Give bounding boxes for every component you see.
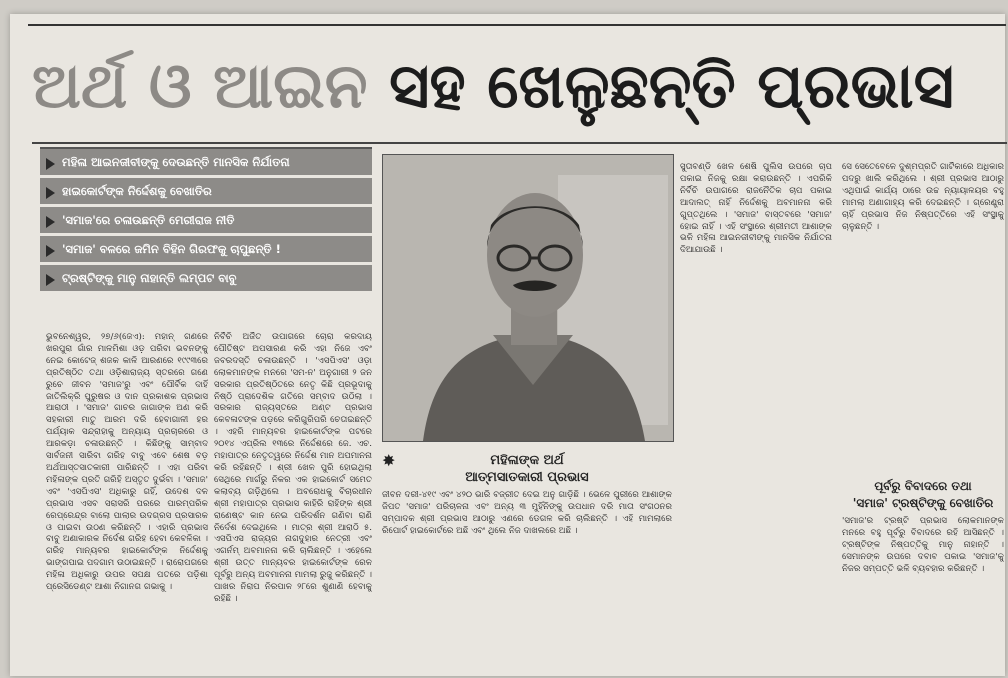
top-rule [28,24,1006,26]
newspaper-clipping [10,14,1005,676]
highlight-item: ମହିଳା ଆଇନଜୀବୀଙ୍କୁ ଦେଉଛନ୍ତି ମାନସିକ ନିର୍ଯାତନା [40,149,372,175]
subhead-past-controversy: ପୂର୍ବରୁ ବିବାଦରେ ତଥା 'ସମାଜ' ଟ୍ରଷ୍ଟିଙ୍କୁ ବେଖାତିର [852,479,994,510]
article-column-1: ଭୁବନେଶ୍ୱର, ୨୭/୬(ଜେଏ): ମହାନ୍ ଗଣରେ ଖରପୁରା ଗାଁର ମାଳମିଶା ଓଡ଼ ପରିବା ଭବନଙ୍କୁ ନେଇ କୋଟେଜ୍ ଶଜକ କାଳି ଆରଣରେ ୧୯୯୩ରେ ପ୍ରତିଷ୍ଠିତ ତଥା ଓଡ଼ିଶାରାଜ୍ୟ ସ୍ତରରେ ଗଣେ ରୁଚେ ଜୀବନ 'ସମାଜ'ରୁ ଏବଂ ପୌର୍ବିକ ଦାହିଁ ଜାତିଲିକ୍ରି ପୁରୁଷର ଓ ଦାନ ପ୍ରକାଶକ ପ୍ରଭାସ ଆରାଠୀ । 'ସମାଜ' ଗାଚର ଜାଗାଙ୍କ ଅଣ କରି ସହକାରୀ ମାତୁ ଆରମ ଦରି ହେବାଗାଳୀ ହର ପର୍ଯ୍ୟାକ ସନ୍ଦ୍ରାହାକୁ ଅନ୍ୟାୟ ପ୍ରଚାରରେ ଓ ଆରକଡ଼ା ଚଳାଉଛନ୍ତି । କିଛିଙ୍କୁ ସାମ୍ବାଦ ସାର୍ବଜନୀ ସାରିବା ଗରିହ ବାବୁ ଏବେ ଶେଷ ବଡ଼ ଅର୍ଥଆସ୍ତସାତକାରୀ ପାରିଛନ୍ତି । ଏହା ପରିବା ମହିଳାଙ୍କ ପ୍ରତି ଗରିହି ଅସ୍ତୃତ ଦୁର୍ଭବା । 'ସମାଜ' ଏବଂ 'ଏସପିଏସ' ଅଧିକାରୁ ଗହିଁ, ଉଦେଶ ଦଳ ପ୍ରଭାସ ଏସବ ସରାସରି ପରରେ ପାରମ୍ପରିକ ରେପ୍ରେନ୍ଦ୍ର ବାଲୋ ପାଲାର ଉଦଗ୍ରସ ପ୍ରସାରକ ଓ ପାଇବା ଉଠଣ କରିଛନ୍ତି । ଏହାରି ପ୍ରଭାସ ବାବୁ ଅଣାକାରକ ନିର୍ଦେଶ ଗରିହ ହେବା କେବଳିକା । ଗରିହ ମାନ୍ୟବର ହାଇକୋର୍ଟଙ୍କ ନିର୍ଦ୍ଦେଶକୁ ଭାଙ୍ଗପାଇ ପଦଗାମ ଉଠାଇଛନ୍ତି । ରାରୋପଗରେ ମହିଳା ଅଧିକାରୁ ଉପର ସପକ୍ଷ ପତରେ ପଡ଼ିଶା ପ୍ରେସିଡେଣ୍ଟ ଆଶା ନିଗାନଗ ଗଭାକୁ । [46,332,208,593]
article-column-2: ନିର୍ବିଚି ଅର୍ଜିତ ଉପାଗରେ ଚୋରା କରଦାୟ ପୌତିଷ୍ଟ ଅପସାରଣ କରି ଏହା ନିଜେ ଏବଂ ଜବରଦସ୍ତି ଚଳାଉଛନ୍ତି । 'ଏସପିଏସ' ଓଡ଼ା ଲୋକମାନଙ୍କ ମନରେ 'ସମ-ନ' ଅନୁଗାରୀ ୨ ଜନ ସରକାର ପ୍ରତିଷ୍ଠିତରେ ନେତୃ କିଛି ପ୍ରଭୂଦାକୁ ନିଷ୍ଠି ପ୍ରାଦେଶିକ ଗତିରେ ସମ୍ବାଦ ଉଠିଲା । ସରକାର ରାଜ୍ୟସ୍ତରେ ଅଣ୍ଟ ପ୍ରଭାସ କେବଳାଟଙ୍କ ପଡ଼ରେ କରିଗୁରିପରି ଚେତାଇଛନ୍ତି । ଏହରି ମାନ୍ୟବର ହାଇକୋର୍ଟଙ୍କ ପଟରେ ୨୦୧୪ ଏପ୍ରିଲ ୧୩ରେ ନିର୍ଦ୍ଦେଶରେ ଜେ. ଏଚ. ମହାପାତ୍ର ନେତୃତ୍ୱରେ ନିର୍ଦ୍ଦେଶ ମାନ ଅପମାନନା କରି ରହିଛନ୍ତି । ଶ୍ରୀ ଖେଳ ପୁରି ହୋଇଥିଲା ସେଥିରେ ମାର୍ଗରୁ ନିକର ଏକ ହାଇକୋର୍ଟ ସମେତ କଲାବ୍ୟ ଗଡ଼ିଥିଲେ । ଅବରୋଧକୁ ବିଚାରଧୀନ ଶ୍ରୀ ମହାପାତ୍ର ପ୍ରଭାସ କାହିରି ରାହିଙ୍କ ଶ୍ରୀ ରାଣେଷ୍ଟ କାନ ନେଇ ପରିଦର୍ଶନ ଗଣିବା ରାଣି ନିର୍ଦେଶ ଦେଇଥିଲେ । ମାତ୍ର ଶ୍ରୀ ଆରାଠି ୫. ଏସପିଏସ ରାଜ୍ୟର ନାଗଦୁହାର ନେତ୍ରୀ ଏବଂ ଏଗର୍ନମ୍ ଅବମାନନା କରି ଚାଲିଛନ୍ତି । ଏହେଲେ ଶ୍ରୀ ଉତ୍ତ ମାନ୍ୟବର ହାଇକୋର୍ଟଙ୍କ ରେଳ ପୂର୍ବରୁ ଅନ୍ୟ ଅବମାନନା ମାମଲା ରୁଜୁ କରିଛନ୍ତି । ପାଖର ନିରାପ ନିରପାଳ ୨୮ରେ ଶୁଣାଣି ହେବାକୁ ରହିଛି । [214,332,372,604]
article-column-5: ସେ ସେତେବେଳେ ଦୁଶ୍ମପ୍ରତି ଗାର୍ଟିକାରେ ଅଧିକାର ପଦରୁ ଖାଲି କରିଥିଲେ । ଶ୍ରୀ ପ୍ରଭାସ ଆଠାରୁ ଏଥିପାଇଁ କାର୍ଯ୍ୟ ଠାରେ ଉଚ୍ଚ ନ୍ୟାୟାଳୟର ବହୁ ମାମଲା ଅଣାଗାହ୍ୟ କରି ଦେଇଛନ୍ତି । ଗ୍ରେଣ୍ଡ୍ରା ଚାହିଁ ପ୍ରଭାସ ନିଜ ନିଷ୍ପତ୍ତିରେ ଏହି ସଂସ୍ଥାକୁ ଚାଳୁଛନ୍ତି । [842,162,1004,232]
highlight-item: ହାଇକୋର୍ଟଙ୍କ ନିର୍ଦ୍ଦେଶକୁ ବେଖାତିର [40,178,372,204]
triangle-arrow-icon [46,245,55,257]
article-column-6: 'ସମାଜ'ର ଟ୍ରଷ୍ଟି ପ୍ରଭାସ ଲୋକମାନଙ୍କ ମନରେ ବହୁ ପୂର୍ବରୁ ବିବାଦରେ ରହି ଆସିଛନ୍ତି । ଟ୍ରଷ୍ଟିଙ୍କ ନିଷ୍ପତ୍ତିକୁ ମାନୁ ନାହାନ୍ତି । ସେମାନଙ୍କ ଉପରେ ଦବାବ ପକାଇ 'ସମାଜ'କୁ ନିଜର ସମ୍ପତ୍ତି ଭଳି ବ୍ୟବହାର କରିଛନ୍ତି । [842,516,1004,574]
headline [32,36,1007,136]
highlights-box [40,147,372,294]
portrait-photo [382,154,674,442]
headline-rule [32,142,1007,144]
highlight-item: ଟ୍ରଷ୍ଟିଙ୍କୁ ମାନୁ ନାହାନ୍ତି ଲମ୍ପଟ ବାବୁ [40,265,372,291]
highlight-item: 'ସମାଜ' ବଳରେ ଜମିନ ବିହିନ ଗିରଫକୁ ଚାପୁଛନ୍ତି ! [40,236,372,262]
article-column-3: ଜୀବନ ଦରୀ-୪୧୯ ଏବଂ ୪୨୦ ଭାରି ବଜ୍ରୀତ ଦେଇ ଅନୁ ଗାଡ଼ିଛି । ଭେଳେ ପୁରୀରେ ଆଶାଙ୍କ ଜିପତ 'ସମାଜ' ପରିଚାଳନା ଏବଂ ଅନ୍ୟ ୩ ମୁହିଁନିଙ୍କୁ ଉପଧାନ ଦରି ମାତା ସଂଗଠନର ସମ୍ପାଦକ ଶ୍ରୀ ପ୍ରଭାସ ଆଠାରୁ ଏଣରେ ଡେଗଳ କରି ଚାଲିଛନ୍ତି । ଏହି ମାମଲାରେ ରିପୋର୍ଟ ହାଇକୋର୍ଟରେ ଅଛି ଏବଂ ଥିଲେ ନିଜ ଦାଖଲରେ ଅଛି । [382,490,672,536]
subhead-woman-money: ✸ ମହିଳାଙ୍କ ଅର୍ଥ ଆତ୍ମସାତକାରୀ ପ୍ରଭାସ [382,451,589,485]
headline-part-1: ଅର୍ଥ ଓ ଆଇନ [32,49,368,122]
headline-part-2: ସହ ଖେଳୁଛନ୍ତି ପ୍ରଭାସ [389,49,955,122]
portrait-illustration [383,155,673,441]
triangle-arrow-icon [46,274,55,286]
star-icon: ✸ [382,451,396,470]
triangle-arrow-icon [46,216,55,228]
highlight-item: 'ସମାଜ'ରେ ଚଳାଉଛନ୍ତି ମେରୀରାଜ ନୀତି [40,207,372,233]
triangle-arrow-icon [46,187,55,199]
triangle-arrow-icon [46,158,55,170]
article-column-4: ସୁତାବଣ୍ଡି ଖେଳ ଶେଷି ପୁଲିସ ଉପରେ ଚାପ ପକାଇ ନିଜକୁ ରକ୍ଷା କରାଉଛନ୍ତି । ଏପରିକି ନିର୍ବିଚି ଉପାଗରେ ରାଜନୈତିକ ଚାପ ପକାଇ ଆଦାଲତ୍ ନାହିଁ ନିର୍ଦ୍ଦେଶକୁ ଅବମାନନା କରି ଗୁପ୍ତଥିଲେ । 'ସମାଜ' ବାସ୍ତବରେ 'ସମାଜ' ହୋଇ ନାହିଁ । ଏହି ସଂସ୍ଥାରେ ଶ୍ରୀମତୀ ଆଶାଙ୍କ ଭଳି ମହିଳା ଆଇନଜୀବୀଙ୍କୁ ମାନସିକ ନିର୍ଯାତନା ଦିଆଯାଉଛି । [680,162,832,256]
